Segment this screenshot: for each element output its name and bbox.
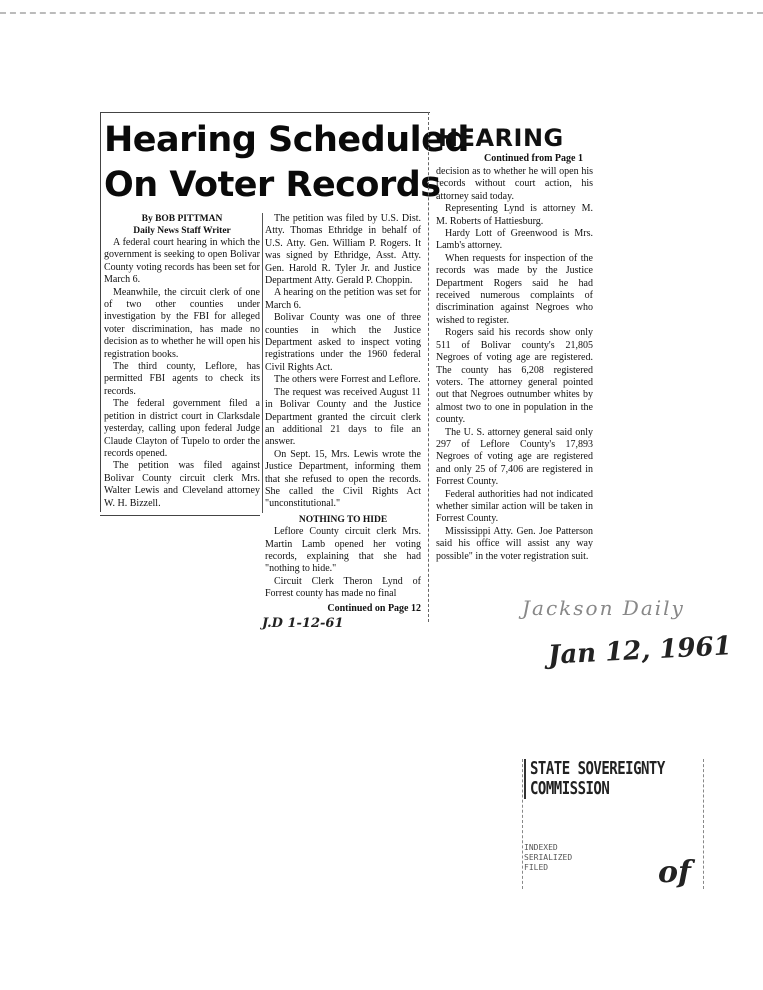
paragraph: A hearing on the petition was set for March 6.: [265, 287, 421, 311]
paragraph: Meanwhile, the circuit clerk of one of two other counties under investigation by the FBI for alleged voter discrimination, has made no decision as to whether he will open his registration books.: [104, 286, 260, 360]
article-column-1: [104, 213, 260, 510]
paragraph: The others were Forrest and Leflore.: [274, 374, 421, 386]
byline-author: By BOB PITTMAN: [141, 214, 223, 224]
column-rule: [428, 112, 429, 622]
column-rule: [262, 213, 263, 513]
paragraph: Circuit Clerk Theron Lynd of Forrest county has made no final: [265, 575, 421, 600]
paragraph: Leflore County circuit clerk Mrs. Martin Lamb opened her voting records, explaining that she had "nothing to hide.": [265, 526, 421, 575]
article-column-2: [265, 213, 421, 615]
paragraph: decision as to whether he will open his records without court action, his attorney said today.: [436, 166, 593, 202]
handwritten-initials: of: [658, 855, 691, 890]
byline-title: Daily News Staff Writer: [133, 226, 231, 236]
stamp-title: STATE SOVEREIGNTY COMMISSION: [524, 759, 710, 799]
handwritten-code: J.D 1-12-61: [262, 616, 344, 631]
continued-on-line: Continued on Page 12: [327, 602, 421, 614]
paragraph: The U. S. attorney general said only 297 of Leflore County's 17,893 Negroes of voting age are registered and only 25 of 7,406 are registered in Forrest County.: [436, 426, 593, 488]
perforated-edge: [0, 0, 763, 14]
stamp-field: SERIALIZED: [524, 853, 573, 862]
paragraph: A federal court hearing in which the government is seeking to open Bolivar County voting records has been set for March 6.: [104, 237, 260, 286]
paragraph: When requests for inspection of the records was made by the Justice Department Rogers said he had received numerous complaints of discrimination against Negroes who wished to register.: [436, 252, 593, 326]
jump-headline: HEARING: [438, 124, 564, 152]
paragraph: Bolivar County was one of three counties in which the Justice Department asked to inspect voting registrations under the 1960 federal Civil Rights Act.: [265, 312, 421, 373]
paragraph: The federal government filed a petition in district court in Clarksdale yesterday, calling upon federal Judge Claude Clayton of Tupelo to order the records opened.: [104, 398, 260, 459]
handwritten-date: Jan 12, 1961: [547, 631, 733, 671]
clipping-border: [100, 112, 430, 113]
paragraph: Hardy Lott of Greenwood is Mrs. Lamb's attorney.: [436, 228, 593, 252]
paragraph: The petition was filed against Bolivar County circuit clerk Mrs. Walter Lewis and Cleveland attorney W. H. Bizzell.: [104, 460, 260, 509]
paragraph: On Sept. 15, Mrs. Lewis wrote the Justice Department, informing them that she refused to open the records. She called the Civil Rights Act "unconstitutional.": [265, 448, 421, 510]
paragraph: The petition was filed by U.S. Dist. Atty. Thomas Ethridge in behalf of U.S. Atty. Gen. William P. Rogers. It was signed by Ethridge, Asst. Atty. Gen. Harold R. Tyler Jr. and Justice Department Atty. Gerald P. Choppin.: [265, 213, 421, 287]
clipping-border-bottom: [100, 515, 260, 516]
paragraph: Federal authorities had not indicated whether similar action will be taken in Forrest County.: [436, 488, 593, 525]
headline: [104, 118, 469, 208]
subhead: NOTHING TO HIDE: [298, 514, 388, 525]
paragraph: Mississippi Atty. Gen. Joe Patterson said his office will assist any way possible" in the voter registration suit.: [436, 525, 593, 562]
paragraph: Rogers said his records show only 511 of Bolivar county's 21,805 Negroes of voting age are registered. The county has 6,208 registered voters. The attorney general pointed out that Negroes outnumber whites by almost two to one in population in the county.: [436, 327, 593, 426]
continued-from-line: Continued from Page 1: [484, 153, 583, 164]
paragraph: The third county, Leflore, has permitted FBI agents to check its records.: [104, 361, 260, 397]
stamp-field: FILED: [524, 863, 549, 872]
stamp-fields: [524, 843, 572, 873]
paragraph: Representing Lynd is attorney M. M. Roberts of Hattiesburg.: [436, 203, 593, 227]
headline-line-1: Hearing Scheduled: [104, 120, 469, 160]
stamp-field: INDEXED: [524, 843, 558, 852]
paragraph: The request was received August 11 in Bolivar County and the Justice Department granted the circuit clerk an additional 21 days to file an answer.: [265, 386, 421, 448]
clipping-border-left: [100, 112, 101, 512]
headline-line-2: On Voter Records: [104, 165, 441, 205]
article-column-3: [436, 166, 593, 563]
commission-stamp: [518, 755, 708, 895]
handwritten-source: Jackson Daily: [522, 596, 685, 620]
